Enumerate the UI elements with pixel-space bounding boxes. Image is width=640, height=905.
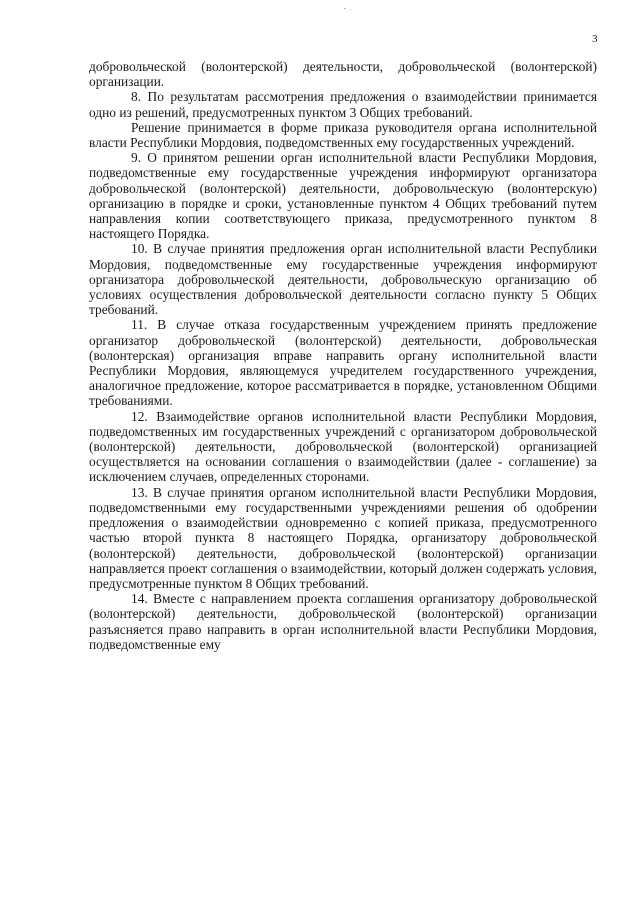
paragraph-11: 11. В случае отказа государственным учреждением принять предложение организатор добровольческой (волонтерской) деятельности, добровольческая (волонтерская) организация вправе направить органу исполнительной власти Республики Мордовия, являющемуся учредителем государственного учреждения, аналогичное предложение, которое рассматривается в порядке, установленном Общими требованиями. — [89, 317, 597, 409]
document-body — [89, 59, 597, 652]
paragraph-8-decision: Решение принимается в форме приказа руководителя органа исполнительной власти Республики Мордовия, подведомственных ему государственных учреждений. — [89, 119, 597, 151]
scan-artifact — [344, 8, 346, 9]
paragraph-13: 13. В случае принятия органом исполнительной власти Республики Мордовия, подведомственными ему государственными учреждениями решения об одобрении предложения о взаимодействии одновременно с копией приказа, предусмотренного частью второй пункта 8 настоящего Порядка, организатору добровольческой (волонтерской) деятельности, добровольческой (волонтерской) организации направляется проект соглашения о взаимодействии, который должен содержать условия, предусмотренные пунктом 8 Общих требований. — [89, 484, 597, 591]
paragraph-8: 8. По результатам рассмотрения предложения о взаимодействии принимается одно из решений, предусмотренных пунктом 3 Общих требований. — [89, 89, 597, 120]
paragraph-continuation: добровольческой (волонтерской) деятельности, добровольческой (волонтерской) организации. — [89, 59, 597, 90]
paragraph-9: 9. О принятом решении орган исполнительной власти Республики Мордовия, подведомственные ему государственные учреждения информируют организатора добровольческой (волонтерской) деятельности, добровольческую (волонтерскую) организацию в порядке и сроки, установленные пунктом 4 Общих требований путем направления копии соответствующего приказа, предусмотренного пунктом 8 настоящего Порядка. — [89, 150, 597, 242]
paragraph-12: 12. Взаимодействие органов исполнительной власти Республики Мордовия, подведомственных им государственных учреждений с организатором добровольческой (волонтерской) деятельности, добровольческой (волонтерской) организацией осуществляется на основании соглашения о взаимодействии (далее - соглашение) за исключением случаев, определенных сторонами. — [89, 408, 597, 485]
paragraph-14: 14. Вместе с направлением проекта соглашения организатору добровольческой (волонтерской) деятельности, добровольческой (волонтерской) организации разъясняется право направить в орган исполнительной власти Республики Мордовия, подведомственные ему — [89, 591, 597, 652]
scan-artifact — [350, 9, 351, 10]
paragraph-10: 10. В случае принятия предложения орган исполнительной власти Республики Мордовия, подведомственные ему государственные учреждения информируют организатора добровольческой деятельности, добровольческую организацию об условиях осуществления добровольческой деятельности согласно пункту 5 Общих требований. — [89, 241, 597, 318]
page-number: 3 — [592, 33, 598, 45]
